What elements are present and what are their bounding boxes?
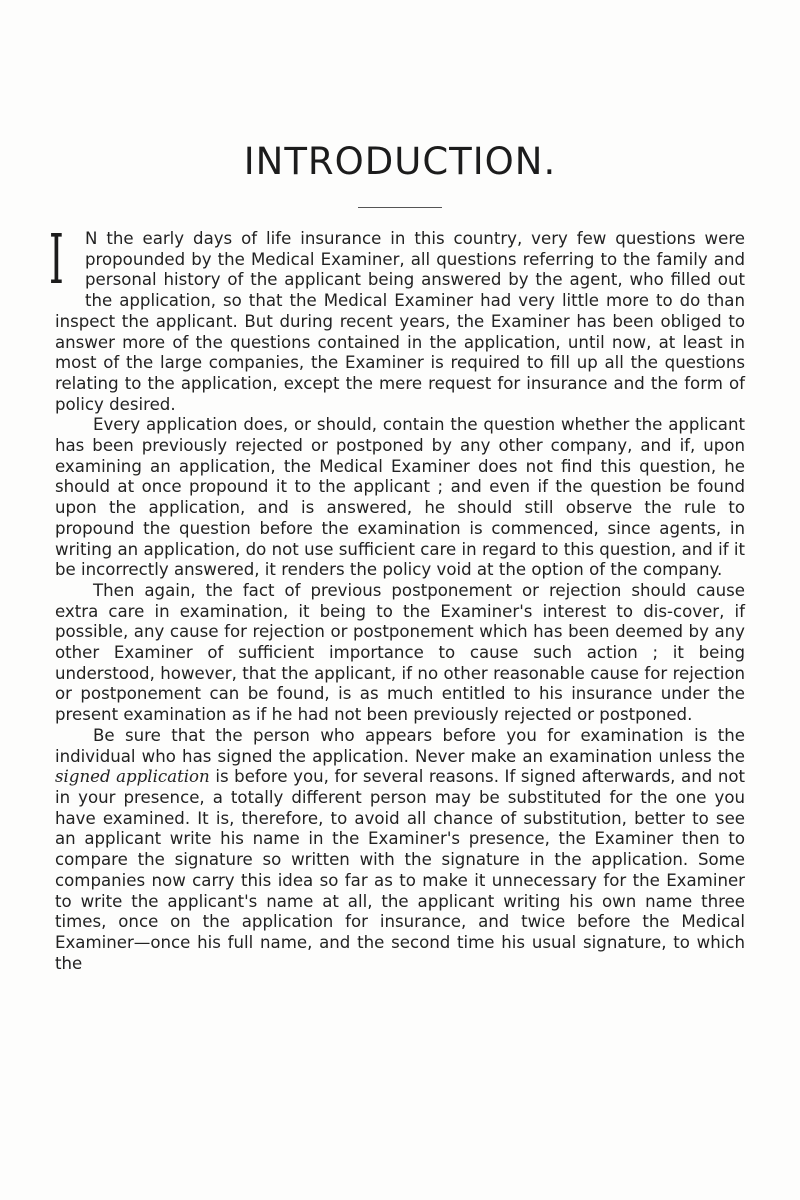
paragraph-4-emphasis: signed application bbox=[55, 767, 210, 787]
paragraph-3: Then again, the fact of previous postponement or rejection should cause extra care in examination, it being to the Examiner's interest to dis-cover, if possible, any cause for rejection or postponement which has been deemed by any other Examiner of sufficient importance to cause such action ; it being understood, however, that the applicant, if no other reasonable cause for rejection or postponement can be found, is as much entitled to his insurance under the present examination as if he had not been previously rejected or postponed. bbox=[55, 580, 745, 725]
paragraph-1-text: N the early days of life insurance in this country, very few questions were propounded by the Medical Examiner, all questions referring to the family and personal history of the applicant being answered by the agent, who filled out the application, so that the Medical Examiner had very little more to do than inspect the applicant. But during recent years, the Examiner has been obliged to answer more of the questions contained in the application, until now, at least in most of the large companies, the Examiner is required to fill up all the questions relating to the application, except the mere request for insurance and the form of policy desired. bbox=[55, 229, 745, 414]
paragraph-4 bbox=[55, 726, 745, 974]
paragraph-4-text-b: is before you, for several reasons. If signed afterwards, and not in your presence, a totally different person may be substituted for the one you have examined. It is, therefore, to avoid all chance of substitution, better to see an applicant write his name in the Examiner's presence, the Examiner then to compare the signature so written with the signature in the application. Some companies now carry this idea so far as to make it unnecessary for the Examiner to write the applicant's name at all, the applicant writing his own name three times, once on the application for insurance, and twice before the Medical Examiner—once his full name, and the second time his usual signature, to which the bbox=[55, 767, 745, 973]
paragraph-2: Every application does, or should, contain the question whether the applicant has been previously rejected or postponed by any other company, and if, upon examining an application, the Medical Examiner does not find this question, he should at once propound it to the applicant ; and even if the question be found upon the application, and is answered, he should still observe the rule to propound the question before the examination is commenced, since agents, in writing an application, do not use sufficient care in regard to this question, and if it be incorrectly answered, it renders the policy void at the option of the company. bbox=[55, 415, 745, 580]
drop-cap: I bbox=[49, 221, 64, 300]
body-text bbox=[49, 221, 745, 974]
paragraph-1 bbox=[49, 221, 745, 415]
page-title: INTRODUCTION. bbox=[243, 140, 557, 183]
paragraph-4-text-a: Be sure that the person who appears before you for examination is the individual who has signed the application. Never make an examination unless the bbox=[55, 725, 745, 766]
title-divider bbox=[358, 207, 442, 208]
